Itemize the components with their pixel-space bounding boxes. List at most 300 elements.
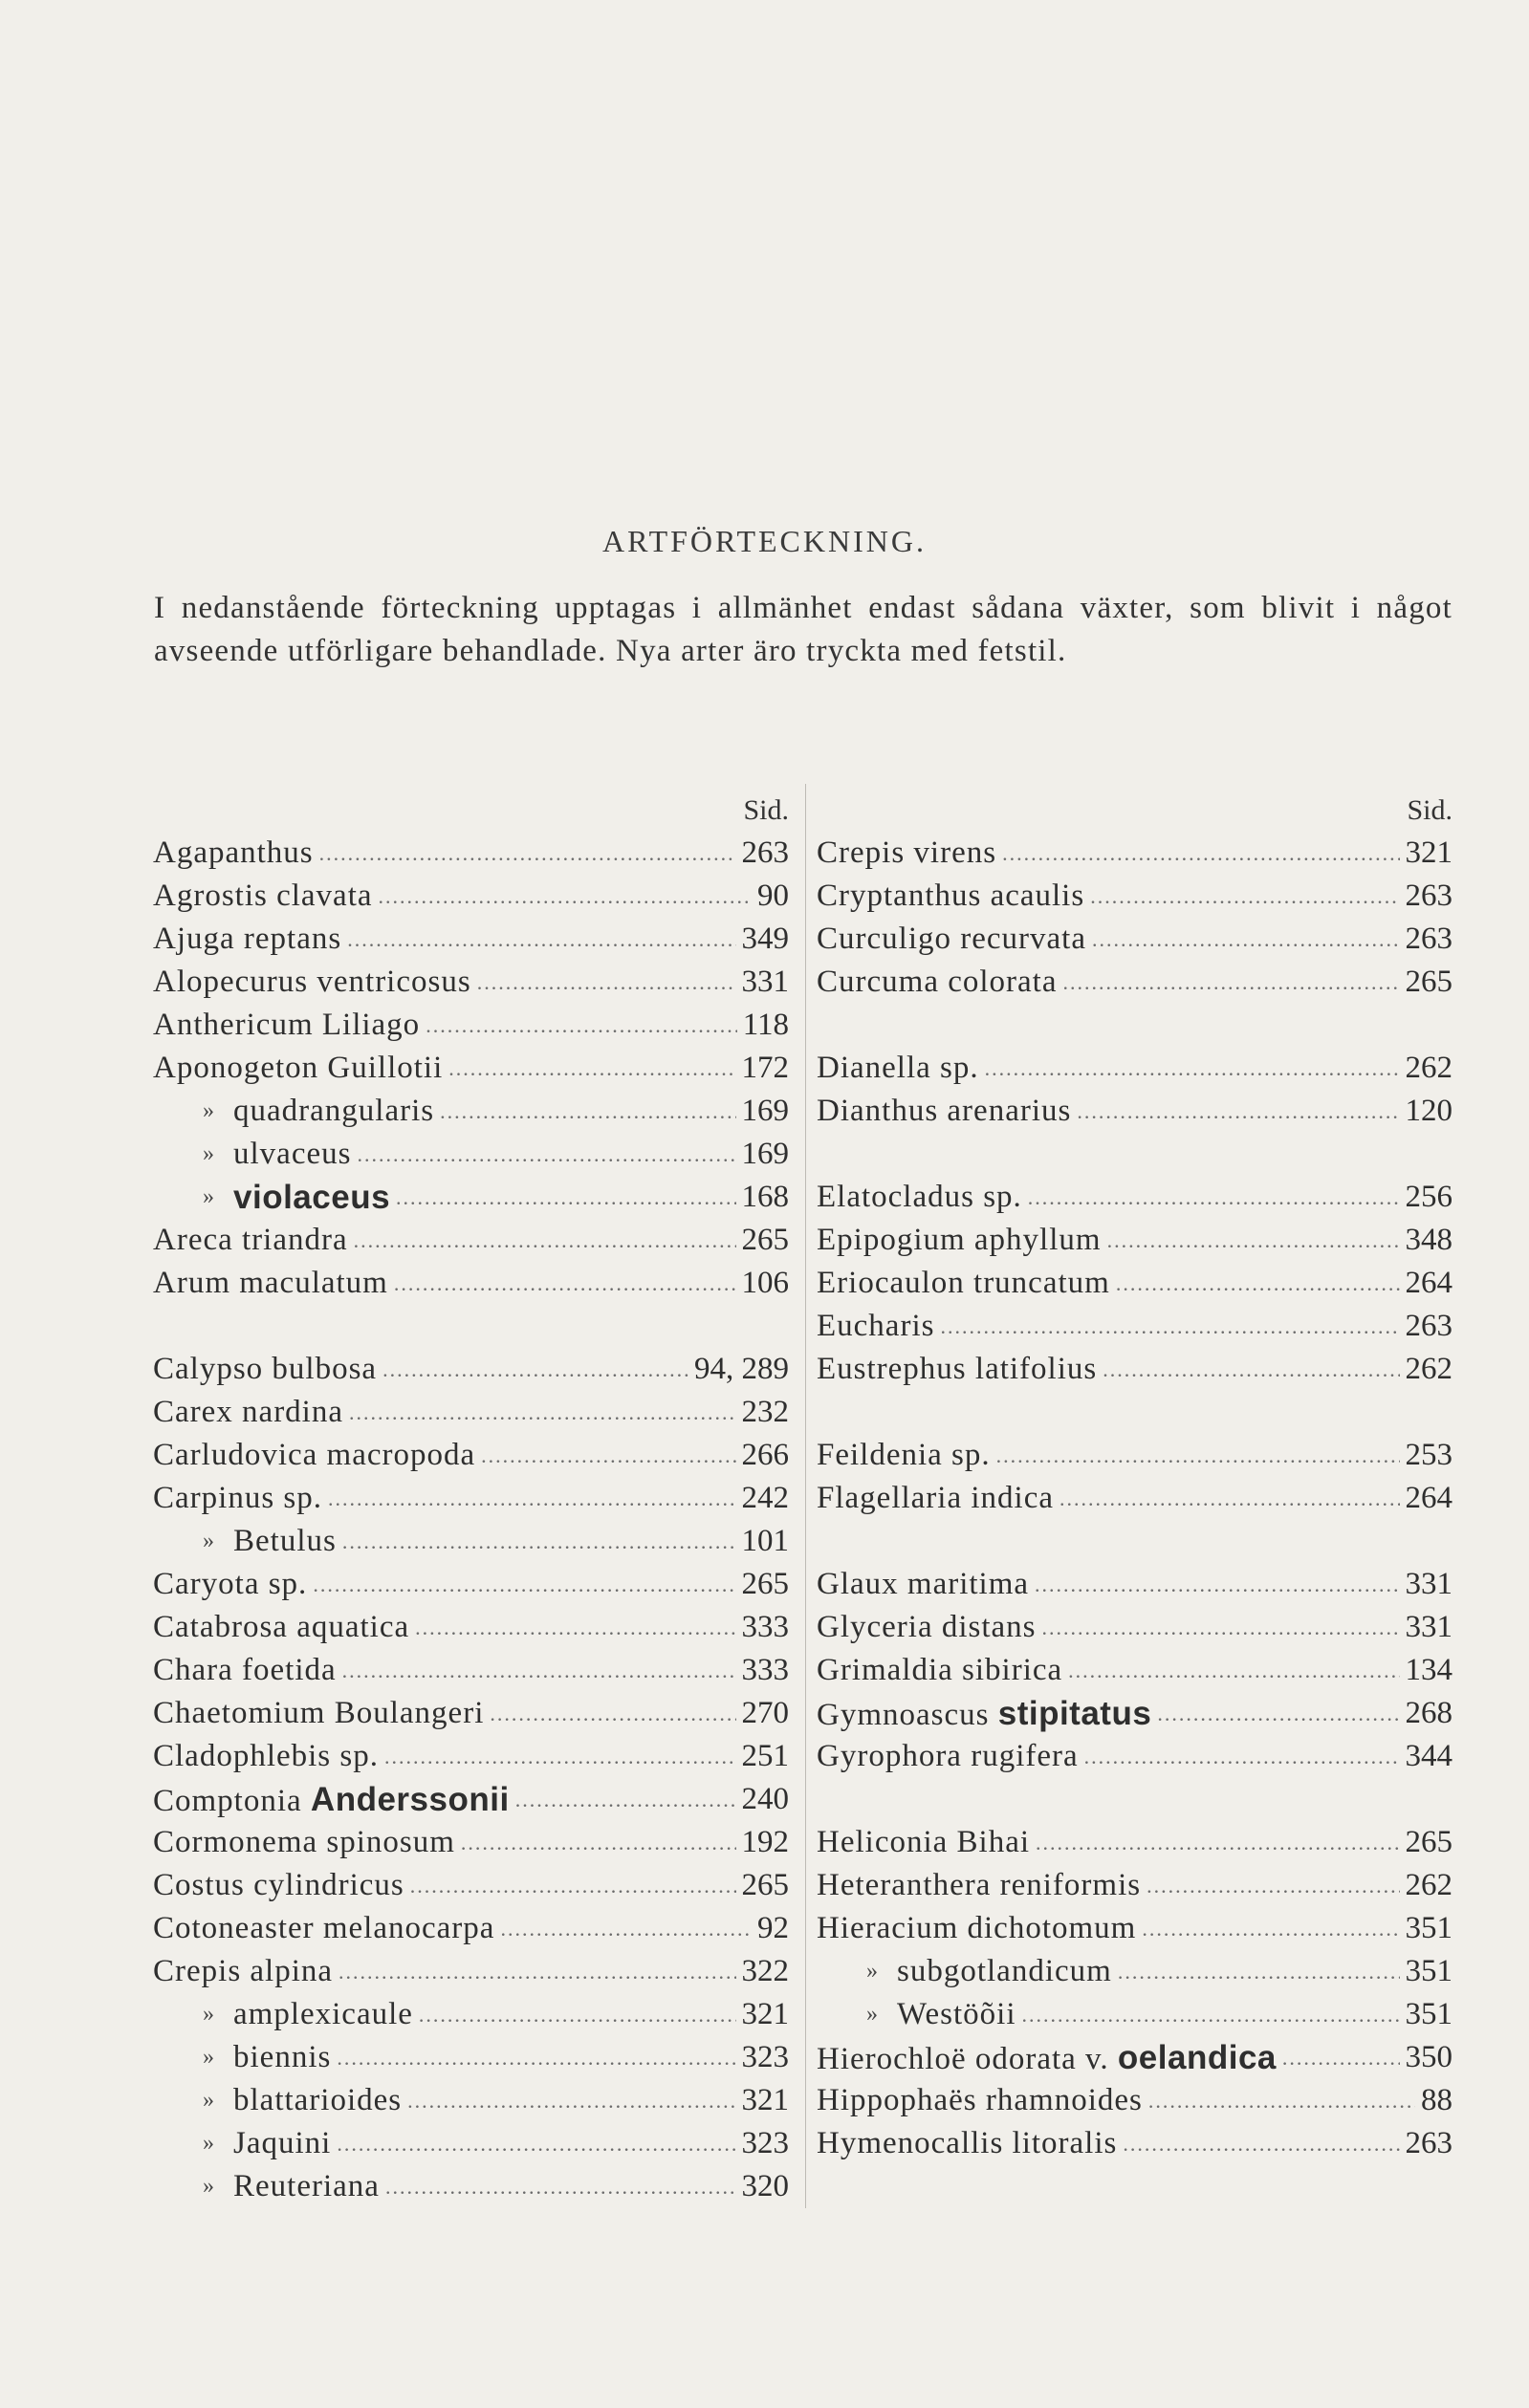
index-entry [153,1563,789,1606]
leader-dots [440,1090,735,1133]
entry-name [153,1477,322,1520]
leader-dots [407,2079,735,2122]
entry-name-text: Westöõii [897,1997,1016,2031]
entry-name-text: Eucharis [817,1309,935,1343]
index-entry [153,2165,789,2208]
leader-dots [1035,1563,1399,1606]
leader-dots [342,1520,736,1563]
entry-page: 264 [1405,1481,1453,1515]
entry-page: 262 [1405,1352,1453,1386]
leader-dots [337,2122,735,2165]
entry-page: 265 [741,1868,789,1902]
entry-name [153,875,373,918]
index-entry [153,1176,789,1219]
index-column-left [153,790,789,2208]
leader-dots [384,1735,736,1778]
entry-page: 321 [741,2083,789,2117]
leader-dots [1107,1219,1400,1262]
leader-dots [1062,961,1399,1004]
entry-page: 134 [1405,1653,1453,1687]
entry-name [817,1047,979,1090]
entry-name-text: Gymnoascus [817,1698,998,1732]
entry-name [817,2122,1117,2165]
entry-name-text: Glaux maritima [817,1567,1030,1601]
entry-name [817,1477,1054,1520]
leader-dots [1147,1864,1399,1907]
page-title: ARTFÖRTECKNING. [602,524,927,558]
leader-dots [410,1864,736,1907]
entry-name-text: Comptonia [153,1784,311,1818]
sid-header-left: Sid. [743,794,789,826]
leader-dots [415,1606,735,1649]
entry-name-text: Costus cylindricus [153,1868,404,1902]
index-entry [817,832,1453,875]
entry-page: 333 [741,1610,789,1644]
entry-name-text: Cryptanthus acaulis [817,879,1085,913]
entry-name-bold: stipitatus [997,1695,1152,1732]
index-entry [817,1950,1453,1993]
entry-page: 270 [741,1696,789,1730]
entry-page: 94, 289 [694,1352,789,1386]
entry-name [153,1950,333,1993]
entry-page: 240 [741,1782,789,1816]
entry-name [817,1864,1141,1907]
entry-name-text: ulvaceus [233,1137,352,1171]
entry-name [817,2079,1143,2122]
leader-dots [349,1391,736,1434]
entry-name [817,1649,1062,1692]
entry-name-text: Agrostis clavata [153,879,373,913]
leader-dots [461,1821,736,1864]
leader-dots [1059,1477,1400,1520]
entry-name [817,1563,1029,1606]
leader-dots [1084,1735,1400,1778]
leader-dots [1022,1993,1400,2036]
leader-dots [1077,1090,1399,1133]
entry-name-text: Flagellaria indica [817,1481,1054,1515]
entry-page: 333 [741,1653,789,1687]
leader-dots [515,1778,736,1821]
entry-page: 322 [741,1954,789,1988]
index-column-right [817,790,1453,2165]
leader-dots [426,1004,737,1047]
entry-name-text: Chaetomium Boulangeri [153,1696,485,1730]
leader-dots [996,1434,1400,1477]
index-entry [817,1735,1453,1778]
leader-dots [490,1692,735,1735]
index-entry [817,1434,1453,1477]
leader-dots [339,1950,735,1993]
entry-page: 120 [1405,1094,1453,1128]
index-entry [153,1434,789,1477]
entry-page: 262 [1405,1868,1453,1902]
section-gap [817,1520,1453,1563]
entry-list-left [153,832,789,2208]
index-entry [153,1735,789,1778]
entry-page: 263 [1405,1309,1453,1343]
leader-dots [419,1993,736,2036]
leader-dots [1123,2122,1399,2165]
entry-page: 351 [1405,1911,1453,1945]
entry-page: 348 [1405,1223,1453,1257]
column-divider [805,784,806,2208]
entry-name-text: Heliconia Bihai [817,1825,1031,1859]
index-entry [153,2079,789,2122]
leader-dots [448,1047,735,1090]
entry-name [817,961,1057,1004]
entry-name-text: Hippophaës rhamnoides [817,2083,1143,2117]
index-entry [153,1348,789,1391]
entry-page: 242 [741,1481,789,1515]
entry-name-text: Glyceria distans [817,1610,1037,1644]
entry-name-text: Dianthus arenarius [817,1094,1072,1128]
entry-page: 92 [757,1911,789,1945]
index-entry [153,875,789,918]
entry-name [153,2122,331,2165]
entry-name [153,1649,337,1692]
leader-dots [1157,1692,1399,1735]
leader-dots [379,875,752,918]
entry-name [153,1907,494,1950]
index-entry [153,1907,789,1950]
entry-name [153,1563,307,1606]
section-gap [817,1778,1453,1821]
entry-name-text: Caryota sp. [153,1567,308,1601]
leader-dots [1142,1907,1399,1950]
entry-name [153,961,471,1004]
index-entry [817,1176,1453,1219]
entry-page: 192 [741,1825,789,1859]
leader-dots [347,918,735,961]
entry-name-text: Cladophlebis sp. [153,1739,379,1773]
entry-page: 88 [1421,2083,1453,2117]
entry-page: 263 [1405,922,1453,956]
entry-page: 331 [1405,1610,1453,1644]
entry-name [817,1993,1016,2036]
entry-page: 256 [1405,1180,1453,1214]
index-entry [153,918,789,961]
leader-dots [477,961,736,1004]
entry-name [153,1735,379,1778]
entry-page: 266 [741,1438,789,1472]
section-gap [153,1305,789,1348]
index-entry [817,1692,1453,1735]
entry-page: 168 [741,1180,789,1214]
index-entry [153,1477,789,1520]
entry-name [817,1907,1136,1950]
index-entry [153,1606,789,1649]
entry-name [153,1047,443,1090]
entry-name-text: Areca triandra [153,1223,348,1257]
entry-name [817,1434,991,1477]
index-entry [817,1348,1453,1391]
entry-name [153,918,341,961]
entry-name [817,918,1086,961]
entry-name-bold: oelandica [1117,2039,1277,2076]
index-entry [153,1219,789,1262]
leader-dots [1068,1649,1399,1692]
entry-name [153,1133,351,1176]
entry-page: 264 [1405,1266,1453,1300]
entry-name-text: amplexicaule [233,1997,413,2031]
entry-name [153,1520,337,1563]
leader-dots [357,1133,735,1176]
entry-page: 232 [741,1395,789,1429]
entry-page: 265 [741,1223,789,1257]
leader-dots [940,1305,1399,1348]
entry-name-text: Cotoneaster melanocarpa [153,1911,495,1945]
entry-page: 331 [1405,1567,1453,1601]
entry-page: 118 [742,1008,789,1042]
index-entry [153,1692,789,1735]
index-entry [817,1090,1453,1133]
entry-page: 321 [1405,835,1453,870]
index-entry [817,1305,1453,1348]
index-entry [153,1821,789,1864]
entry-name-text: Eriocaulon truncatum [817,1266,1110,1300]
entry-name [153,1262,388,1305]
leader-dots [396,1176,735,1219]
entry-name [153,1778,510,1821]
entry-name-text: Feildenia sp. [817,1438,991,1472]
entry-page: 349 [741,922,789,956]
entry-name-text: subgotlandicum [897,1954,1112,1988]
leader-dots [394,1262,736,1305]
leader-dots [1042,1606,1400,1649]
leader-dots [382,1348,688,1391]
index-entry [817,1907,1453,1950]
index-entry [153,832,789,875]
entry-name-text: Jaquini [233,2126,332,2160]
entry-name-text: Aponogeton Guillotii [153,1051,444,1085]
entry-name-text: Reuteriana [233,2169,380,2203]
entry-name [817,1219,1102,1262]
index-entry [153,1649,789,1692]
entry-name-text: Agapanthus [153,835,314,870]
entry-page: 263 [1405,2126,1453,2160]
entry-page: 253 [1405,1438,1453,1472]
entry-page: 331 [741,965,789,999]
entry-page: 90 [757,879,789,913]
entry-page: 351 [1405,1997,1453,2031]
leader-dots [354,1219,736,1262]
entry-name-bold: violaceus [233,1179,391,1216]
entry-page: 263 [741,835,789,870]
entry-name-text: Carpinus sp. [153,1481,322,1515]
entry-name [153,1219,348,1262]
entry-name [817,1606,1037,1649]
entry-name [153,1004,420,1047]
index-entry [153,1993,789,2036]
leader-dots [1103,1348,1399,1391]
index-entry [153,961,789,1004]
section-gap [817,1004,1453,1047]
entry-page: 323 [741,2126,789,2160]
index-entry [817,1219,1453,1262]
section-gap [817,1133,1453,1176]
entry-name [817,1176,1022,1219]
entry-name-text: Grimaldia sibirica [817,1653,1063,1687]
leader-dots [1036,1821,1399,1864]
index-entry [153,1950,789,1993]
entry-name [153,2079,402,2122]
index-entry [153,1520,789,1563]
entry-name-text: Chara foetida [153,1653,337,1687]
leader-dots [342,1649,736,1692]
entry-name [153,1606,409,1649]
index-entry [817,1563,1453,1606]
entry-page: 351 [1405,1954,1453,1988]
index-entry [153,1004,789,1047]
entry-page: 265 [1405,1825,1453,1859]
entry-name-text: Crepis alpina [153,1954,334,1988]
entry-page: 251 [741,1739,789,1773]
entry-page: 169 [741,1137,789,1171]
entry-name [817,832,996,875]
index-entry [817,1047,1453,1090]
index-entry [817,2036,1453,2079]
entry-name-text: Carludovica macropoda [153,1438,476,1472]
entry-page: 265 [741,1567,789,1601]
entry-name [817,1692,1151,1735]
entry-page: 101 [741,1524,789,1558]
entry-name [817,1348,1097,1391]
index-entry [153,1133,789,1176]
entry-name-text: Gyrophora rugifera [817,1739,1079,1773]
index-entry [153,1047,789,1090]
entry-name [153,1176,390,1219]
entry-name-text: Alopecurus ventricosus [153,965,471,999]
entry-page: 268 [1405,1696,1453,1730]
index-entry [153,2122,789,2165]
leader-dots [985,1047,1400,1090]
entry-page: 169 [741,1094,789,1128]
entry-page: 344 [1405,1739,1453,1773]
leader-dots [1092,918,1400,961]
entry-name [153,2165,380,2208]
index-entry [153,2036,789,2079]
entry-name-text: Epipogium aphyllum [817,1223,1102,1257]
entry-name [153,1391,343,1434]
index-entry [817,1864,1453,1907]
entry-name-text: Calypso bulbosa [153,1352,378,1386]
entry-name-text: Dianella sp. [817,1051,979,1085]
entry-name-text: Elatocladus sp. [817,1180,1022,1214]
entry-page: 265 [1405,965,1453,999]
leader-dots [481,1434,735,1477]
entry-page: 172 [741,1051,789,1085]
entry-name-text: Heteranthera reniformis [817,1868,1142,1902]
entry-name-text: Catabrosa aquatica [153,1610,410,1644]
index-entry [817,918,1453,961]
intro-paragraph: I nedanstående förteckning upptagas i allmänhet endast sådana växter, som blivit i något avseende utförligare behandlade. Nya arter äro tryckta med fetstil. [154,591,1453,668]
entry-name [153,832,314,875]
leader-dots [1028,1176,1400,1219]
entry-name-text: Anthericum Liliago [153,1008,421,1042]
entry-page: 323 [741,2040,789,2074]
entry-name-text: Cormonema spinosum [153,1825,455,1859]
entry-name-text: biennis [233,2040,332,2074]
entry-name-text: Curculigo recurvata [817,922,1086,956]
entry-name [153,1434,475,1477]
entry-name-text: Eustrephus latifolius [817,1352,1098,1386]
leader-dots [1090,875,1399,918]
sid-header-right: Sid. [1407,794,1453,826]
entry-name-text: quadrangularis [233,1094,435,1128]
entry-name-text: Crepis virens [817,835,997,870]
entry-name [153,1993,413,2036]
entry-page: 263 [1405,879,1453,913]
leader-dots [313,1563,735,1606]
entry-page: 262 [1405,1051,1453,1085]
entry-name-text: Hymenocallis litoralis [817,2126,1118,2160]
entry-name-text: Hierochloë odorata v. [817,2042,1118,2076]
index-entry [153,1864,789,1907]
entry-name [817,2036,1277,2079]
entry-name [817,1821,1030,1864]
index-entry [817,1606,1453,1649]
leader-dots [1002,832,1399,875]
leader-dots [500,1907,752,1950]
entry-name [817,1090,1071,1133]
leader-dots [319,832,736,875]
leader-dots [1118,1950,1400,1993]
index-entry [817,875,1453,918]
entry-name [817,1305,934,1348]
leader-dots [1148,2079,1415,2122]
entry-name-text: Hieracium dichotomum [817,1911,1137,1945]
leader-dots [1116,1262,1400,1305]
entry-page: 320 [741,2169,789,2203]
entry-name-text: Curcuma colorata [817,965,1058,999]
index-entry [817,1993,1453,2036]
entry-page: 321 [741,1997,789,2031]
entry-page: 350 [1405,2040,1453,2074]
entry-name [153,2036,331,2079]
index-entry [817,2122,1453,2165]
index-entry [817,1262,1453,1305]
index-entry [153,1778,789,1821]
entry-name [817,1262,1110,1305]
index-entry [817,961,1453,1004]
leader-dots [328,1477,736,1520]
entry-page: 106 [741,1266,789,1300]
entry-name [817,875,1084,918]
index-entry [817,1649,1453,1692]
section-gap [817,1391,1453,1434]
entry-name [153,1090,434,1133]
index-entry [817,1477,1453,1520]
entry-list-right [817,832,1453,2165]
index-entry [153,1391,789,1434]
entry-name-text: Carex nardina [153,1395,343,1429]
index-entry [817,1821,1453,1864]
entry-name-text: Ajuga reptans [153,922,342,956]
entry-name [153,1821,455,1864]
leader-dots [385,2165,736,2208]
index-entry [153,1090,789,1133]
entry-name [153,1864,404,1907]
index-entry [817,2079,1453,2122]
leader-dots [337,2036,735,2079]
leader-dots [1282,2036,1400,2079]
entry-name [153,1348,377,1391]
entry-name-text: Arum maculatum [153,1266,388,1300]
entry-name-text: blattarioides [233,2083,403,2117]
entry-name [817,1735,1079,1778]
entry-name-text: Betulus [233,1524,337,1558]
entry-name-bold: Anderssonii [310,1781,510,1818]
